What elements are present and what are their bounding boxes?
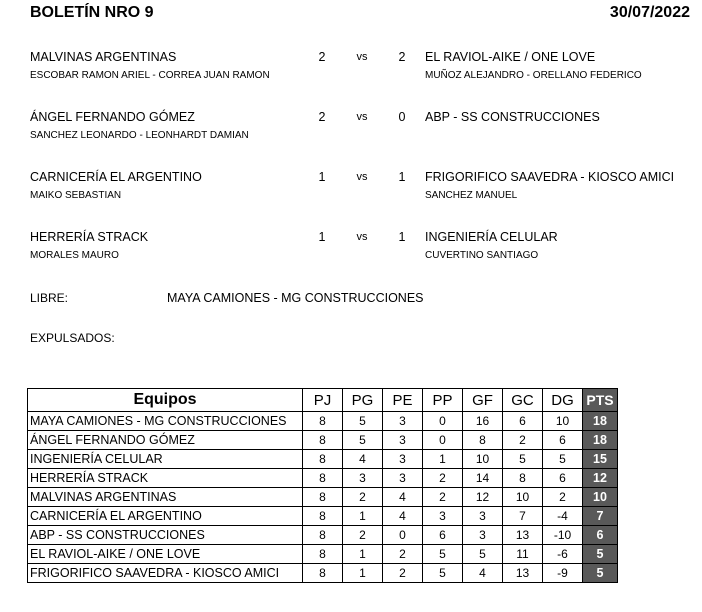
home-team: HERRERÍA STRACK [30,230,149,244]
pg-cell: 5 [343,431,383,450]
away-goals: 0 [398,110,406,124]
team-cell: FRIGORIFICO SAAVEDRA - KIOSCO AMICI [28,564,303,583]
pp-cell: 2 [423,488,463,507]
pj-cell: 8 [303,488,343,507]
pts-cell: 7 [583,507,618,526]
pe-cell: 4 [383,507,423,526]
pts-cell: 18 [583,431,618,450]
pe-cell: 0 [383,526,423,545]
team-cell: MAYA CAMIONES - MG CONSTRUCCIONES [28,412,303,431]
header-gc: GC [503,389,543,412]
away-goals: 1 [398,230,406,244]
bulletin-title: BOLETÍN NRO 9 [30,4,154,21]
pj-cell: 8 [303,450,343,469]
dg-cell: 10 [543,412,583,431]
dg-cell: -4 [543,507,583,526]
gc-cell: 5 [503,450,543,469]
home-scorers: SANCHEZ LEONARDO - LEONHARDT DAMIAN [30,130,249,141]
gf-cell: 4 [463,564,503,583]
home-goals: 1 [318,230,326,244]
table-row [28,488,618,507]
pj-cell: 8 [303,526,343,545]
home-goals: 2 [318,50,326,64]
home-team: CARNICERÍA EL ARGENTINO [30,170,202,184]
table-row [28,507,618,526]
gc-cell: 11 [503,545,543,564]
gf-cell: 5 [463,545,503,564]
pe-cell: 3 [383,412,423,431]
pj-cell: 8 [303,507,343,526]
away-team: FRIGORIFICO SAAVEDRA - KIOSCO AMICI [425,170,675,184]
pg-cell: 4 [343,450,383,469]
team-cell: ABP - SS CONSTRUCCIONES [28,526,303,545]
gf-cell: 10 [463,450,503,469]
table-row [28,412,618,431]
header-equipos: Equipos [28,389,303,412]
pe-cell: 3 [383,450,423,469]
pg-cell: 2 [343,488,383,507]
table-row [28,564,618,583]
vs-label: vs [356,231,368,243]
dg-cell: 6 [543,469,583,488]
table-row [28,450,618,469]
header-dg: DG [543,389,583,412]
pts-cell: 18 [583,412,618,431]
gc-cell: 13 [503,564,543,583]
pts-cell: 5 [583,545,618,564]
gc-cell: 8 [503,469,543,488]
gf-cell: 8 [463,431,503,450]
away-scorers: SANCHEZ MANUEL [425,190,518,201]
team-cell: CARNICERÍA EL ARGENTINO [28,507,303,526]
gf-cell: 12 [463,488,503,507]
home-scorers: MAIKO SEBASTIAN [30,190,122,201]
pp-cell: 1 [423,450,463,469]
pe-cell: 3 [383,431,423,450]
away-team: INGENIERÍA CELULAR [425,230,558,244]
libre-team: MAYA CAMIONES - MG CONSTRUCCIONES [167,291,424,305]
team-cell: ÁNGEL FERNANDO GÓMEZ [28,431,303,450]
pts-cell: 15 [583,450,618,469]
team-cell: HERRERÍA STRACK [28,469,303,488]
dg-cell: 6 [543,431,583,450]
team-cell: INGENIERÍA CELULAR [28,450,303,469]
standings-table [27,388,618,583]
away-team: ABP - SS CONSTRUCCIONES [425,110,600,124]
team-cell: MALVINAS ARGENTINAS [28,488,303,507]
team-cell: EL RAVIOL-AIKE / ONE LOVE [28,545,303,564]
header-pj: PJ [303,389,343,412]
dg-cell: -10 [543,526,583,545]
home-goals: 1 [318,170,326,184]
pp-cell: 3 [423,507,463,526]
bulletin-date: 30/07/2022 [609,4,690,21]
match-row [0,50,702,90]
away-goals: 2 [398,50,406,64]
home-scorers: MORALES MAURO [30,250,119,261]
pp-cell: 5 [423,564,463,583]
vs-label: vs [356,111,368,123]
away-team: EL RAVIOL-AIKE / ONE LOVE [425,50,596,64]
home-team: MALVINAS ARGENTINAS [30,50,177,64]
pg-cell: 1 [343,545,383,564]
pp-cell: 2 [423,469,463,488]
gc-cell: 7 [503,507,543,526]
gf-cell: 3 [463,507,503,526]
gf-cell: 16 [463,412,503,431]
pg-cell: 3 [343,469,383,488]
dg-cell: 2 [543,488,583,507]
pp-cell: 0 [423,431,463,450]
vs-label: vs [356,51,368,63]
standings-header-row [28,389,618,412]
header-pe: PE [383,389,423,412]
pts-cell: 6 [583,526,618,545]
pts-cell: 5 [583,564,618,583]
table-row [28,469,618,488]
match-row [0,170,702,210]
table-row [28,526,618,545]
header-gf: GF [463,389,503,412]
home-scorers: ESCOBAR RAMON ARIEL - CORREA JUAN RAMON [30,70,270,81]
pp-cell: 0 [423,412,463,431]
pg-cell: 1 [343,564,383,583]
pj-cell: 8 [303,431,343,450]
dg-cell: 5 [543,450,583,469]
gf-cell: 3 [463,526,503,545]
gf-cell: 14 [463,469,503,488]
vs-label: vs [356,171,368,183]
dg-cell: -6 [543,545,583,564]
pe-cell: 3 [383,469,423,488]
pj-cell: 8 [303,564,343,583]
away-scorers: CUVERTINO SANTIAGO [425,250,539,261]
pts-cell: 12 [583,469,618,488]
home-team: ÁNGEL FERNANDO GÓMEZ [30,110,195,124]
pe-cell: 4 [383,488,423,507]
pj-cell: 8 [303,412,343,431]
header-pts: PTS [583,389,618,412]
dg-cell: -9 [543,564,583,583]
table-row [28,431,618,450]
libre-label: LIBRE: [30,291,69,305]
gc-cell: 6 [503,412,543,431]
pg-cell: 5 [343,412,383,431]
pg-cell: 2 [343,526,383,545]
home-goals: 2 [318,110,326,124]
pp-cell: 5 [423,545,463,564]
pj-cell: 8 [303,469,343,488]
gc-cell: 2 [503,431,543,450]
pg-cell: 1 [343,507,383,526]
standings-body [28,412,618,583]
gc-cell: 10 [503,488,543,507]
away-goals: 1 [398,170,406,184]
header-pg: PG [343,389,383,412]
header-pp: PP [423,389,463,412]
pe-cell: 2 [383,564,423,583]
expulsados-label: EXPULSADOS: [30,331,115,345]
match-row [0,230,702,270]
gc-cell: 13 [503,526,543,545]
pts-cell: 10 [583,488,618,507]
pp-cell: 6 [423,526,463,545]
away-scorers: MUÑOZ ALEJANDRO - ORELLANO FEDERICO [425,70,642,81]
pj-cell: 8 [303,545,343,564]
match-row [0,110,702,150]
pe-cell: 2 [383,545,423,564]
table-row [28,545,618,564]
